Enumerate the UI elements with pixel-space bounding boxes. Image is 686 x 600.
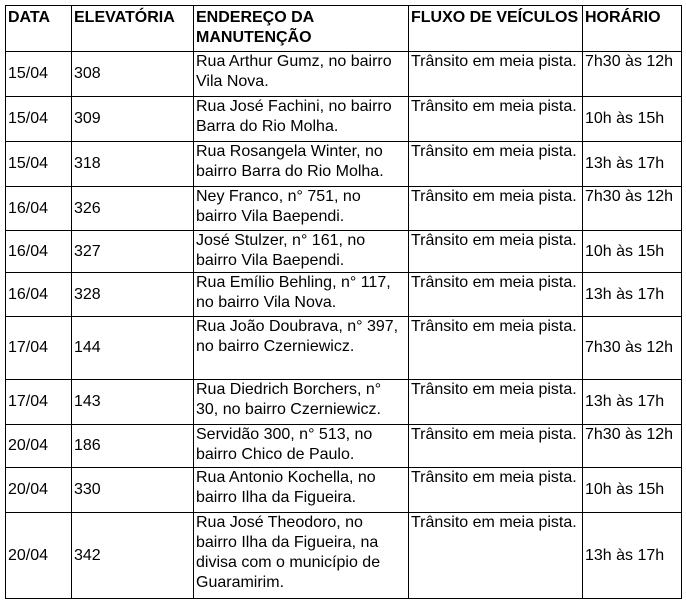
- cell-address: Rua João Doubrava, n° 397, no bairro Czerniewicz.: [194, 317, 409, 380]
- cell-time: 13h às 17h: [583, 273, 682, 317]
- cell-date: 20/04: [6, 513, 72, 599]
- cell-date: 20/04: [6, 468, 72, 513]
- cell-address: Rua Diedrich Borchers, n° 30, no bairro Czerniewicz.: [194, 380, 409, 425]
- header-data: DATA: [6, 6, 72, 52]
- cell-address: Rua Antonio Kochella, no bairro Ilha da Figueira.: [194, 468, 409, 513]
- cell-station: 308: [72, 52, 194, 97]
- cell-traffic: Trânsito em meia pista.: [409, 273, 583, 317]
- header-endereco: ENDEREÇO DA MANUTENÇÃO: [194, 6, 409, 52]
- cell-time: 7h30 às 12h: [583, 317, 682, 380]
- cell-date: 16/04: [6, 187, 72, 231]
- cell-date: 17/04: [6, 380, 72, 425]
- cell-date: 16/04: [6, 273, 72, 317]
- header-row: [6, 6, 682, 52]
- cell-traffic: Trânsito em meia pista.: [409, 52, 583, 97]
- cell-address: Servidão 300, n° 513, no bairro Chico de Paulo.: [194, 425, 409, 468]
- cell-time: 10h às 15h: [583, 231, 682, 273]
- cell-station: 144: [72, 317, 194, 380]
- cell-address: Rua Arthur Gumz, no bairro Vila Nova.: [194, 52, 409, 97]
- cell-station: 342: [72, 513, 194, 599]
- cell-date: 15/04: [6, 97, 72, 142]
- table-row: [6, 380, 682, 425]
- cell-traffic: Trânsito em meia pista.: [409, 231, 583, 273]
- cell-date: 15/04: [6, 52, 72, 97]
- cell-time: 7h30 às 12h: [583, 425, 682, 468]
- cell-station: 330: [72, 468, 194, 513]
- cell-traffic: Trânsito em meia pista.: [409, 187, 583, 231]
- header-horario: HORÁRIO: [583, 6, 682, 52]
- maintenance-schedule-table: [5, 5, 682, 599]
- cell-time: 13h às 17h: [583, 142, 682, 187]
- table-row: [6, 468, 682, 513]
- header-elevatoria: ELEVATÓRIA: [72, 6, 194, 52]
- table-row: [6, 231, 682, 273]
- table-row: [6, 52, 682, 97]
- cell-time: 7h30 às 12h: [583, 52, 682, 97]
- cell-address: Rua Rosangela Winter, no bairro Barra do Rio Molha.: [194, 142, 409, 187]
- table-row: [6, 97, 682, 142]
- cell-station: 318: [72, 142, 194, 187]
- cell-station: 328: [72, 273, 194, 317]
- table-row: [6, 425, 682, 468]
- header-fluxo: FLUXO DE VEÍCULOS: [409, 6, 583, 52]
- cell-time: 10h às 15h: [583, 97, 682, 142]
- cell-traffic: Trânsito em meia pista.: [409, 380, 583, 425]
- cell-address: Rua Emílio Behling, n° 117, no bairro Vila Nova.: [194, 273, 409, 317]
- table-row: [6, 513, 682, 599]
- cell-time: 13h às 17h: [583, 513, 682, 599]
- table-row: [6, 317, 682, 380]
- cell-traffic: Trânsito em meia pista.: [409, 425, 583, 468]
- cell-address: Ney Franco, n° 751, no bairro Vila Baependi.: [194, 187, 409, 231]
- cell-date: 17/04: [6, 317, 72, 380]
- cell-station: 327: [72, 231, 194, 273]
- cell-traffic: Trânsito em meia pista.: [409, 468, 583, 513]
- cell-address: Rua José Theodoro, no bairro Ilha da Figueira, na divisa com o município de Guaramirim.: [194, 513, 409, 599]
- cell-date: 16/04: [6, 231, 72, 273]
- cell-date: 15/04: [6, 142, 72, 187]
- cell-station: 143: [72, 380, 194, 425]
- cell-address: José Stulzer, n° 161, no bairro Vila Baependi.: [194, 231, 409, 273]
- cell-traffic: Trânsito em meia pista.: [409, 317, 583, 380]
- cell-time: 13h às 17h: [583, 380, 682, 425]
- cell-address: Rua José Fachini, no bairro Barra do Rio Molha.: [194, 97, 409, 142]
- cell-time: 10h às 15h: [583, 468, 682, 513]
- cell-traffic: Trânsito em meia pista.: [409, 142, 583, 187]
- table-row: [6, 187, 682, 231]
- cell-time: 7h30 às 12h: [583, 187, 682, 231]
- cell-traffic: Trânsito em meia pista.: [409, 513, 583, 599]
- cell-traffic: Trânsito em meia pista.: [409, 97, 583, 142]
- cell-station: 186: [72, 425, 194, 468]
- cell-station: 326: [72, 187, 194, 231]
- cell-date: 20/04: [6, 425, 72, 468]
- table-row: [6, 142, 682, 187]
- cell-station: 309: [72, 97, 194, 142]
- table-row: [6, 273, 682, 317]
